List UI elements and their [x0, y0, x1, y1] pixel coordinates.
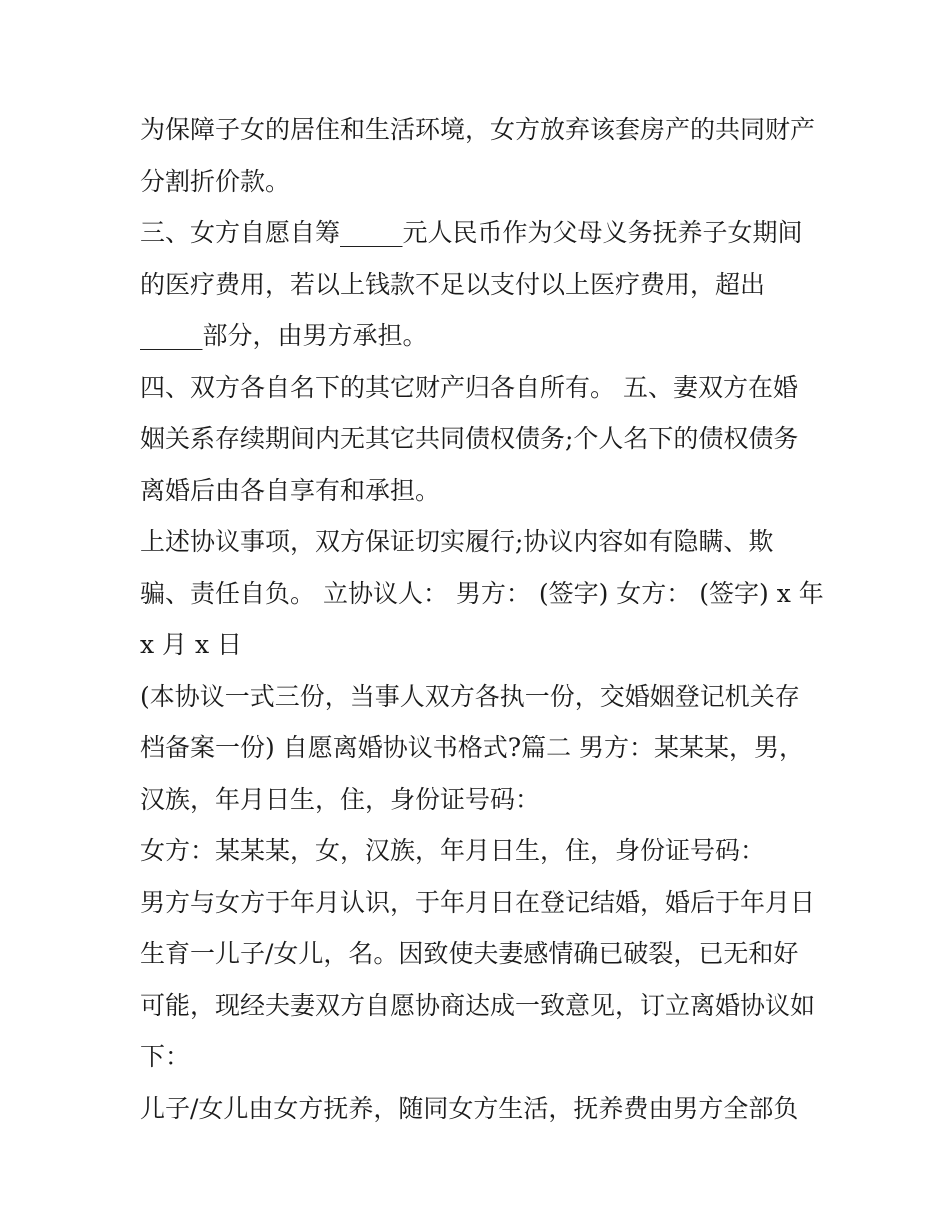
text-line: 女方：某某某，女，汉族，年月日生，住，身份证号码： [140, 836, 766, 865]
text-line: 骗、责任自负。 立协议人： 男方： (签字) 女方： (签字) x 年 [140, 578, 824, 608]
text-line: 的医疗费用，若以上钱款不足以支付以上医疗费用，超出 [140, 269, 766, 299]
text-line: 档备案一份) 自愿离婚协议书格式?篇二 男方：某某某，男， [140, 733, 805, 762]
text-line: 下： [140, 1042, 191, 1071]
text-line: 姻关系存续期间内无其它共同债权债务;个人名下的债权债务 [140, 424, 799, 453]
text-line: 可能，现经夫妻双方自愿协商达成一致意见，订立离婚协议如 [140, 990, 816, 1020]
text-line: _____部分，由男方承担。 [140, 321, 428, 350]
text-line: 上述协议事项，双方保证切实履行;协议内容如有隐瞒、欺 [140, 527, 774, 556]
document-body [140, 104, 840, 1134]
text-line: 男方与女方于年月认识，于年月日在登记结婚，婚后于年月日 [140, 887, 816, 917]
text-line: 分割折价款。 [140, 166, 291, 196]
text-line: (本协议一式三份，当事人双方各执一份，交婚姻登记机关存 [140, 681, 800, 711]
text-line: 离婚后由各自享有和承担。 [140, 475, 441, 505]
text-line: 四、双方各自名下的其它财产归各自所有。 五、妻双方在婚 [140, 372, 798, 402]
text-line: 汉族，年月日生，住，身份证号码： [140, 784, 541, 814]
text-line: 儿子/女儿由女方抚养，随同女方生活，抚养费由男方全部负 [140, 1093, 799, 1123]
text-line: 生育一儿子/女儿，名。因致使夫妻感情确已破裂，已无和好 [140, 939, 799, 968]
text-line: x 月 x 日 [140, 630, 243, 659]
text-line: 三、女方自愿自筹_____元人民币作为父母义务抚养子女期间 [140, 218, 803, 247]
text-line: 为保障子女的居住和生活环境，女方放弃该套房产的共同财产 [140, 115, 816, 144]
